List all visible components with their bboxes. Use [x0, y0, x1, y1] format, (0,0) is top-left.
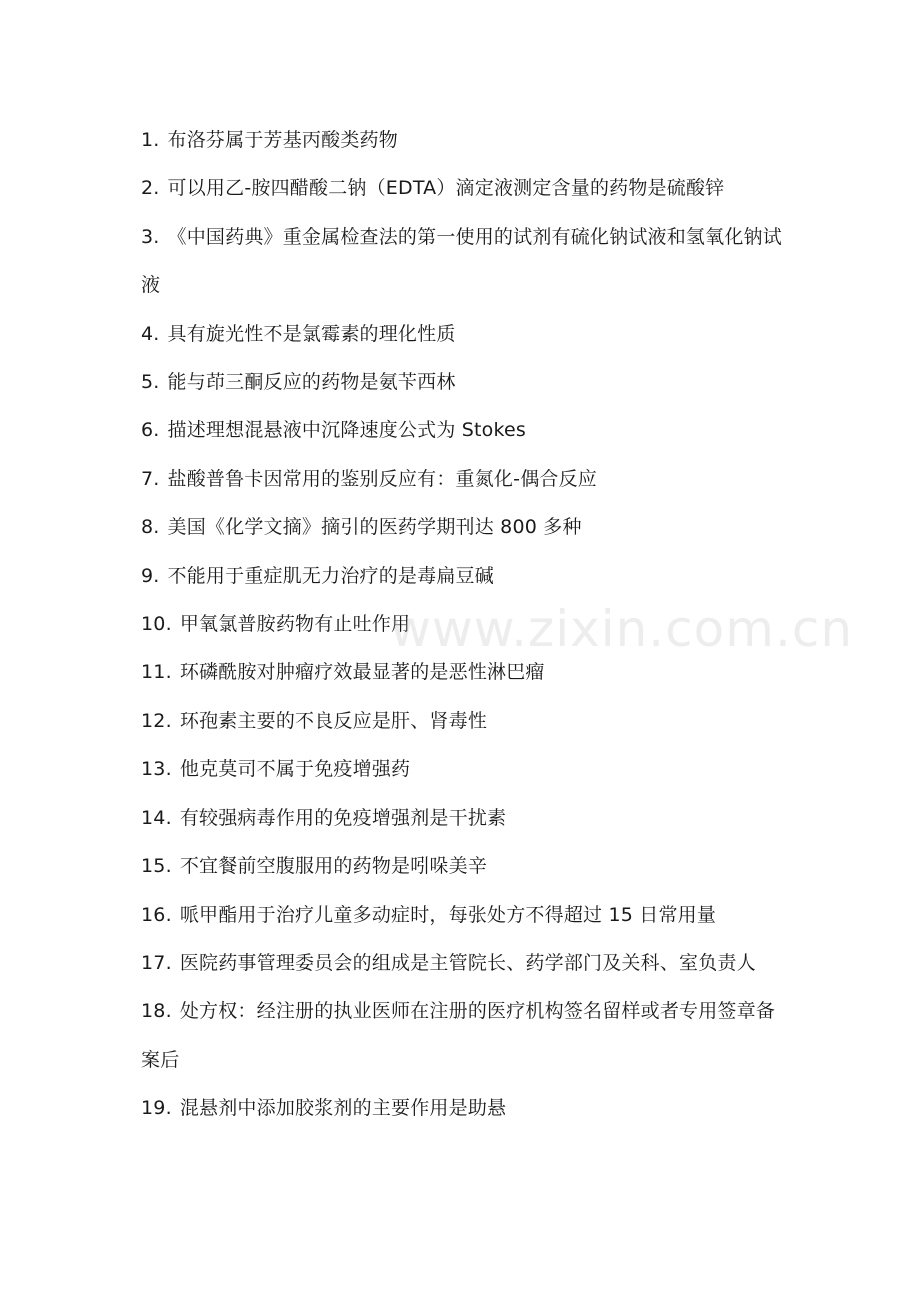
item-number: 9.	[141, 564, 160, 587]
item-number: 17.	[141, 951, 172, 974]
item-text: 具有旋光性不是氯霉素的理化性质	[167, 322, 456, 345]
list-item	[141, 358, 791, 406]
item-text: 处方权：经注册的执业医师在注册的医疗机构签名留样或者专用签章备案后	[141, 1000, 776, 1071]
item-number: 11.	[141, 661, 172, 684]
list-item	[141, 697, 791, 745]
item-number: 7.	[141, 467, 160, 490]
item-text: 混悬剂中添加胶浆剂的主要作用是助悬	[179, 1097, 507, 1120]
question-list	[141, 116, 791, 1133]
list-item	[141, 455, 791, 503]
item-text: 医院药事管理委员会的组成是主管院长、药学部门及关科、室负责人	[179, 951, 756, 974]
item-number: 6.	[141, 419, 160, 442]
list-item	[141, 213, 791, 310]
item-text: 环孢素主要的不良反应是肝、肾毒性	[179, 709, 488, 732]
item-text: 甲氧氯普胺药物有止吐作用	[179, 613, 411, 636]
list-item	[141, 842, 791, 890]
item-number: 13.	[141, 758, 172, 781]
list-item	[141, 310, 791, 358]
item-text: 描述理想混悬液中沉降速度公式为 Stokes	[167, 419, 527, 442]
item-text: 有较强病毒作用的免疫增强剂是干扰素	[179, 806, 507, 829]
list-item	[141, 794, 791, 842]
list-item	[141, 164, 791, 212]
item-number: 10.	[141, 613, 172, 636]
list-item	[141, 648, 791, 696]
item-text: 可以用乙-胺四醋酸二钠（EDTA）滴定液测定含量的药物是硫酸锌	[167, 177, 725, 200]
list-item	[141, 891, 791, 939]
item-number: 5.	[141, 371, 160, 394]
item-number: 4.	[141, 322, 160, 345]
item-number: 2.	[141, 177, 160, 200]
item-text: 不能用于重症肌无力治疗的是毒扁豆碱	[167, 564, 494, 587]
item-number: 15.	[141, 855, 172, 878]
item-number: 12.	[141, 709, 172, 732]
item-number: 1.	[141, 129, 160, 151]
item-number: 3.	[141, 225, 160, 248]
item-text: 盐酸普鲁卡因常用的鉴别反应有：重氮化-偶合反应	[167, 467, 597, 490]
item-text: 不宜餐前空腹服用的药物是吲哚美辛	[179, 855, 488, 878]
list-item	[141, 116, 791, 164]
item-text: 环磷酰胺对肿瘤疗效最显著的是恶性淋巴瘤	[179, 661, 545, 684]
list-item	[141, 600, 791, 648]
watermark: www.zixin.com.cn	[390, 600, 854, 658]
item-number: 16.	[141, 903, 172, 926]
item-text: 《中国药典》重金属检查法的第一使用的试剂有硫化钠试液和氢氧化钠试液	[141, 225, 782, 297]
item-number: 18.	[141, 1000, 172, 1023]
item-number: 14.	[141, 806, 172, 829]
item-text: 能与茚三酮反应的药物是氨苄西林	[167, 371, 456, 394]
list-item	[141, 552, 791, 600]
item-text: 他克莫司不属于免疫增强药	[179, 758, 411, 781]
list-item	[141, 987, 791, 1084]
item-text: 布洛芬属于芳基丙酸类药物	[167, 129, 398, 151]
list-item	[141, 745, 791, 793]
item-text: 美国《化学文摘》摘引的医药学期刊达 800 多种	[167, 516, 582, 539]
item-number: 19.	[141, 1097, 172, 1120]
list-item	[141, 406, 791, 454]
list-item	[141, 1084, 791, 1132]
list-item	[141, 503, 791, 551]
list-item	[141, 939, 791, 987]
item-text: 哌甲酯用于治疗儿童多动症时，每张处方不得超过 15 日常用量	[179, 903, 717, 926]
item-number: 8.	[141, 516, 160, 539]
